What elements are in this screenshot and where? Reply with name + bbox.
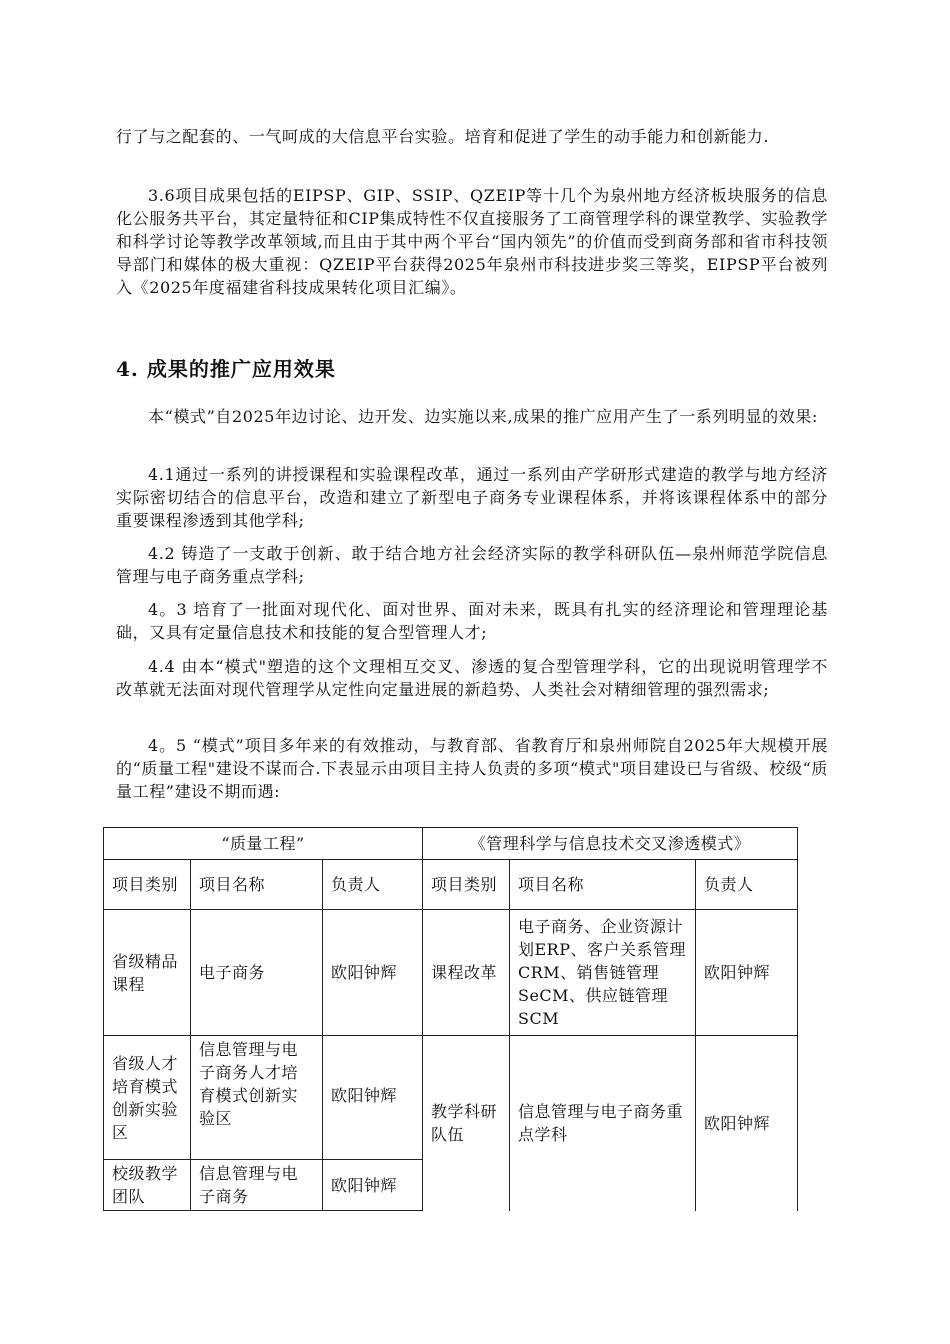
table-cell-name: 信息管理与电子商务人才培育模式创新实验区 (191, 1036, 323, 1160)
paragraph-4-4: 4.4 由本“模式"塑造的这个文理相互交叉、渗透的复合型管理学科，它的出现说明管理学不改革就无法面对现代管理学从定性向定量进展的新趋势、人类社会对精细管理的强烈需求; (116, 657, 828, 699)
column-header-name-right: 项目名称 (510, 860, 696, 910)
column-header-category-right: 项目类别 (423, 860, 510, 910)
column-header-category: 项目类别 (104, 860, 191, 910)
table-cell-name-right: 电子商务、企业资源计划ERP、客户关系管理CRM、销售链管理SeCM、供应链管理SCM (510, 910, 696, 1036)
table-cell-leader-right: 欧阳钟辉 (696, 910, 798, 1036)
table-cell-leader-right: 欧阳钟辉 (696, 1036, 798, 1211)
paragraph-4-3: 4。3 培育了一批面对现代化、面对世界、面对未来，既具有扎实的经济理论和管理理论基础，又具有定量信息技术和技能的复合型管理人才; (116, 600, 828, 642)
comparison-table (103, 827, 798, 1211)
paragraph-continuation: 行了与之配套的、一气呵成的大信息平台实验。培育和促进了学生的动手能力和创新能力. (116, 127, 770, 146)
column-header-leader: 负责人 (323, 860, 423, 910)
paragraph-4-1: 4.1通过一系列的讲授课程和实验课程改革，通过一系列由产学研形式建造的教学与地方经济实际密切结合的信息平台，改造和建立了新型电子商务专业课程体系，并将该课程体系中的部分重要课程渗透到其他学科; (116, 465, 828, 530)
paragraph-4-5: 4。5 “模式”项目多年来的有效推动，与教育部、省教育厅和泉州师院自2025年大规模开展的“质量工程"建设不谋而合.下表显示由项目主持人负责的多项“模式"项目建设已与省级、校级“质量工程”建设不期而遇: (116, 736, 828, 801)
column-header-leader-right: 负责人 (696, 860, 798, 910)
table-cell-name: 信息管理与电子商务 (191, 1160, 323, 1211)
table-header-model: 《管理科学与信息技术交叉渗透模式》 (423, 828, 798, 860)
table-cell-category-right: 教学科研队伍 (423, 1036, 510, 1211)
table-cell-category: 省级精品课程 (104, 910, 191, 1036)
paragraph-intro: 本“模式”自2025年边讨论、边开发、边实施以来,成果的推广应用产生了一系列明显的效果: (148, 407, 818, 426)
table-cell-leader: 欧阳钟辉 (323, 1160, 423, 1211)
table-cell-leader: 欧阳钟辉 (323, 1036, 423, 1160)
paragraph-4-2: 4.2 铸造了一支敢于创新、敢于结合地方社会经济实际的教学科研队伍—泉州师范学院信息管理与电子商务重点学科; (116, 544, 828, 586)
paragraph-3-6: 3.6项目成果包括的EIPSP、GIP、SSIP、QZEIP等十几个为泉州地方经济板块服务的信息化公服务共平台，其定量特征和CIP集成特性不仅直接服务了工商管理学科的课堂教学、实验教学和科学讨论等教学改革领域,而且由于其中两个平台“国内领先”的价值而受到商务部和省市科技领导部门和媒体的极大重视：QZEIP平台获得2025年泉州市科技进步奖三等奖，EIPSP平台被列入《2025年度福建省科技成果转化项目汇编》。 (116, 186, 828, 297)
table-cell-name: 电子商务 (191, 910, 323, 1036)
table-header-quality-project: “质量工程” (104, 828, 423, 860)
table-cell-name-right: 信息管理与电子商务重点学科 (510, 1036, 696, 1211)
table-cell-leader: 欧阳钟辉 (323, 910, 423, 1036)
table-cell-category-right: 课程改革 (423, 910, 510, 1036)
column-header-name: 项目名称 (191, 860, 323, 910)
table-cell-category: 校级教学团队 (104, 1160, 191, 1211)
section-heading-4: 4. 成果的推广应用效果 (116, 357, 336, 381)
table-cell-category: 省级人才培育模式创新实验区 (104, 1036, 191, 1160)
